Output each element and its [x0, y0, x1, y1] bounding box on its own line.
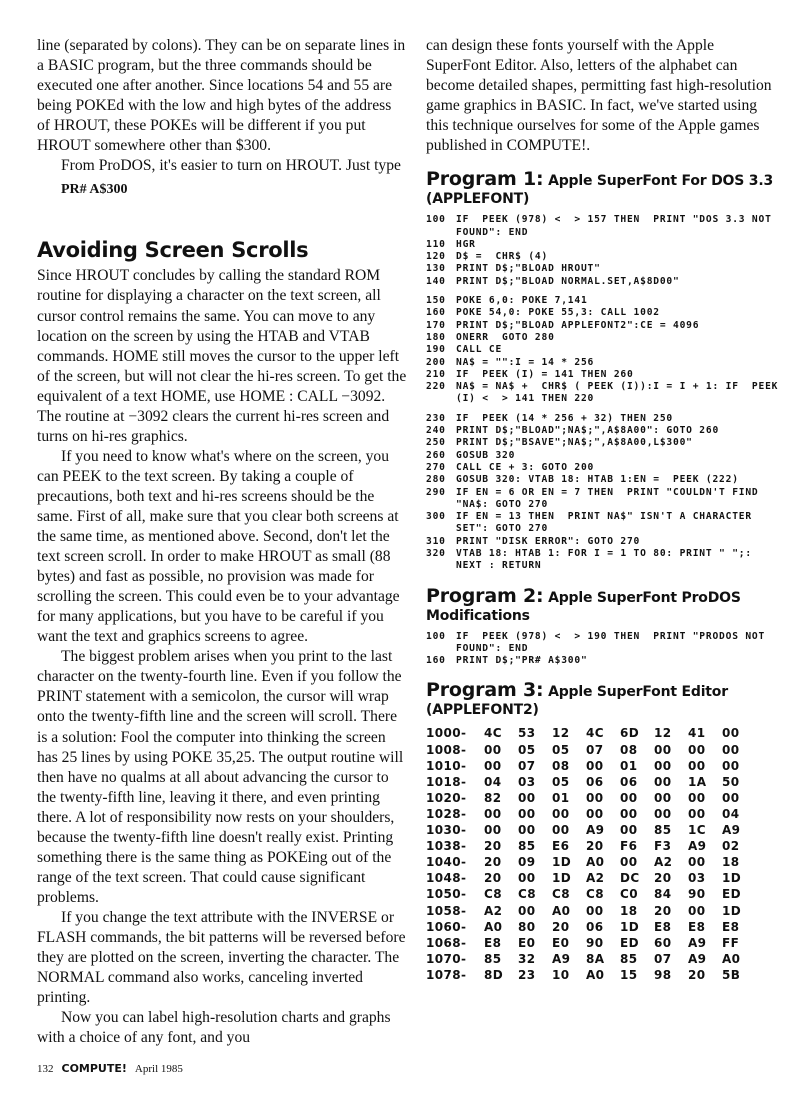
hex-byte: A0 — [552, 903, 571, 918]
paragraph: If you need to know what's where on the screen, you can PEEK to the text screen. By taking a couple of precautions, both text and hi-res screens should be the same. First of all, make sure that you clear both screens at the same time, as mentioned above. Second, don't let the text screen scroll. In order to make HROUT as small (88 bytes) and fast as possible, no provision was made for scrolling the screen. This could even be to your advantage for many applications, but you have to be careful if you want the text and graphics screens to agree. — [37, 447, 400, 646]
program-2-heading — [426, 584, 782, 625]
hex-byte: 20 — [586, 839, 604, 854]
hex-address: 1050- — [426, 887, 467, 902]
hex-byte: 00 — [654, 790, 672, 805]
code-line — [426, 437, 782, 449]
hex-byte: A9 — [722, 823, 741, 838]
program-2-listing — [426, 631, 782, 668]
hex-row — [426, 854, 782, 870]
hex-row — [426, 774, 782, 790]
hex-byte: 85 — [518, 839, 536, 854]
line-number: 170 — [426, 319, 446, 331]
hex-byte: 15 — [620, 967, 638, 982]
hex-byte: 00 — [654, 742, 672, 757]
hex-byte: 00 — [688, 903, 706, 918]
hex-byte: 1C — [688, 823, 706, 838]
hex-byte: 8A — [586, 951, 605, 966]
code-line — [426, 307, 782, 319]
line-number: 150 — [426, 295, 446, 307]
hex-byte: 00 — [620, 855, 638, 870]
code-line — [426, 295, 782, 307]
hex-address: 1068- — [426, 935, 467, 950]
hex-address: 1060- — [426, 919, 467, 934]
code-text: PRINT D$;"BSAVE";NA$;",A$8A00,L$300" — [456, 437, 693, 449]
hex-byte: A0 — [722, 951, 741, 966]
hex-byte: 90 — [688, 887, 706, 902]
hex-byte: 00 — [722, 758, 740, 773]
line-number: 100 — [426, 630, 446, 642]
line-number: 160 — [426, 307, 446, 319]
line-number: 230 — [426, 412, 446, 424]
hex-byte: 32 — [518, 951, 536, 966]
code-line — [426, 450, 782, 462]
program-number: Program 3: — [426, 679, 544, 702]
hex-byte: 20 — [654, 903, 672, 918]
line-number: 290 — [426, 486, 446, 498]
hex-byte: A9 — [688, 935, 707, 950]
program-title: Apple SuperFont Editor (APPLEFONT2) — [426, 684, 728, 719]
hex-byte: E8 — [688, 919, 706, 934]
code-text: ONERR GOTO 280 — [456, 331, 555, 343]
hex-row — [426, 725, 782, 741]
hex-byte: A2 — [586, 871, 605, 886]
left-column — [37, 36, 407, 1048]
code-text: PRINT D$;"PR# A$300" — [456, 655, 588, 667]
code-line — [426, 214, 782, 239]
hex-byte: 04 — [484, 774, 502, 789]
hex-row — [426, 758, 782, 774]
hex-byte: 05 — [552, 742, 570, 757]
hex-address: 1008- — [426, 742, 467, 757]
hex-byte: 00 — [518, 790, 536, 805]
hex-byte: 98 — [654, 967, 672, 982]
hex-byte: ED — [620, 935, 639, 950]
hex-row — [426, 790, 782, 806]
code-line — [426, 357, 782, 369]
hex-byte: 04 — [722, 806, 740, 821]
program-3-hex-dump — [426, 725, 782, 983]
hex-address: 1000- — [426, 726, 467, 741]
line-number: 160 — [426, 655, 446, 667]
code-text: IF PEEK (978) < > 190 THEN PRINT "PRODOS NOT FOUND": END — [456, 630, 772, 654]
hex-byte: 00 — [688, 758, 706, 773]
code-line — [426, 320, 782, 332]
paragraph: Since HROUT concludes by calling the standard ROM routine for displaying a character on the text screen, all cursor control remains the same. You can move to any location on the screen by using the HTAB and VTAB commands. HOME still moves the cursor to the upper left of the screen, but will not clear the hi-res screen. To get the equivalent of a text HOME, use HOME : CALL −3092. The routine at −3092 clears the current hi-res screen and turns on hi-res graphics. — [37, 267, 407, 445]
hex-address: 1030- — [426, 823, 467, 838]
hex-address: 1038- — [426, 839, 467, 854]
hex-byte: 90 — [586, 935, 604, 950]
hex-byte: 05 — [518, 742, 536, 757]
hex-byte: A9 — [688, 951, 707, 966]
program-title: Apple SuperFont For DOS 3.3 (APPLEFONT) — [426, 173, 773, 208]
hex-byte: C0 — [620, 887, 638, 902]
hex-byte: 00 — [484, 806, 502, 821]
hex-byte: 00 — [518, 823, 536, 838]
hex-byte: 85 — [654, 823, 672, 838]
line-number: 200 — [426, 356, 446, 368]
hex-byte: 00 — [518, 903, 536, 918]
code-line — [426, 276, 782, 288]
code-line — [426, 511, 782, 536]
page-number: 132 — [37, 1063, 54, 1075]
line-number: 190 — [426, 344, 446, 356]
hex-byte: 09 — [518, 855, 536, 870]
hex-byte: 00 — [552, 823, 570, 838]
code-text: VTAB 18: HTAB 1: FOR I = 1 TO 80: PRINT " ";: NEXT : RETURN — [456, 548, 759, 572]
hex-byte: 01 — [552, 790, 570, 805]
code-line — [426, 344, 782, 356]
hex-row — [426, 886, 782, 902]
hex-byte: 1D — [552, 871, 572, 886]
hex-byte: 85 — [620, 951, 638, 966]
hex-byte: F6 — [620, 839, 638, 854]
hex-byte: 4C — [586, 726, 604, 741]
right-column — [426, 36, 785, 983]
hex-byte: 00 — [688, 806, 706, 821]
hex-byte: 00 — [620, 790, 638, 805]
hex-byte: 1D — [722, 903, 742, 918]
hex-row — [426, 806, 782, 822]
hex-byte: 00 — [722, 742, 740, 757]
hex-byte: 00 — [654, 774, 672, 789]
intro-block — [37, 36, 407, 176]
code-text: PRINT D$;"BLOAD NORMAL.SET,A$8D00" — [456, 275, 680, 287]
line-number: 130 — [426, 263, 446, 275]
hex-byte: A2 — [654, 855, 673, 870]
hex-byte: C8 — [586, 887, 604, 902]
hex-byte: 20 — [654, 871, 672, 886]
hex-byte: E8 — [654, 919, 672, 934]
code-line — [426, 332, 782, 344]
code-line — [426, 548, 782, 573]
hex-byte: 12 — [552, 726, 570, 741]
hex-byte: 1A — [688, 774, 707, 789]
hex-byte: E8 — [722, 919, 740, 934]
hex-byte: E8 — [484, 935, 502, 950]
hex-byte: 03 — [688, 871, 706, 886]
hex-byte: 20 — [552, 919, 570, 934]
hex-byte: 06 — [586, 774, 604, 789]
program-number: Program 1: — [426, 168, 544, 191]
hex-address: 1078- — [426, 967, 467, 982]
paragraph: The biggest problem arises when you print to the last character on the twenty-fourth line. Even if you follow the PRINT statement with a semicolon, the cursor will wrap onto the twenty-fifth line and the screen will scroll. There is a solution: Fool the computer into thinking the screen has 25 lines by using POKE 35,25. The output routine will then have no qualms at all about advancing the cursor to the twenty-fifth line, leaving it there, and even printing there. A lot of responsibility now rests on your shoulders, because the twenty-fifth line doesn't really exist. Printing something there is the same thing as POKEing out of the range of the text screen. That could cause significant problems. — [37, 648, 404, 906]
hex-byte: 00 — [484, 758, 502, 773]
code-text: POKE 54,0: POKE 55,3: CALL 1002 — [456, 307, 660, 319]
hex-address: 1018- — [426, 774, 467, 789]
code-text: IF PEEK (14 * 256 + 32) THEN 250 — [456, 412, 674, 424]
hex-byte: ED — [722, 887, 741, 902]
hex-byte: 00 — [688, 855, 706, 870]
hex-byte: 07 — [518, 758, 536, 773]
code-text: GOSUB 320: VTAB 18: HTAB 1:EN = PEEK (222) — [456, 474, 739, 486]
hex-byte: F3 — [654, 839, 672, 854]
hex-byte: 20 — [484, 839, 502, 854]
hex-byte: 07 — [654, 951, 672, 966]
code-text: IF PEEK (978) < > 157 THEN PRINT "DOS 3.3 NOT FOUND": END — [456, 214, 779, 238]
hex-byte: 00 — [586, 790, 604, 805]
hex-byte: 00 — [722, 790, 740, 805]
hex-byte: 00 — [722, 726, 740, 741]
section-body — [37, 266, 407, 1048]
program-1-heading — [426, 170, 782, 208]
hex-byte: A0 — [586, 967, 605, 982]
hex-byte: 02 — [722, 839, 740, 854]
hex-byte: E6 — [552, 839, 570, 854]
hex-byte: 23 — [518, 967, 536, 982]
code-line — [426, 631, 782, 656]
hex-byte: A0 — [484, 919, 503, 934]
hex-byte: 05 — [552, 774, 570, 789]
magazine-name: COMPUTE! — [61, 1062, 127, 1075]
command-example: PR# A$300 — [61, 182, 128, 198]
code-text: HGR — [456, 238, 476, 250]
hex-byte: 1D — [620, 919, 640, 934]
hex-byte: 06 — [586, 919, 604, 934]
paragraph: If you change the text attribute with the INVERSE or FLASH commands, the bit patterns will be reversed before they are plotted on the screen, inverting the character. The NORMAL command also works, canceling inverted printing. — [37, 908, 406, 1007]
code-text: PRINT D$;"BLOAD HROUT" — [456, 263, 601, 275]
hex-row — [426, 919, 782, 935]
hex-byte: 08 — [620, 742, 638, 757]
hex-byte: 41 — [688, 726, 706, 741]
hex-address: 1028- — [426, 806, 467, 821]
hex-byte: 20 — [484, 871, 502, 886]
hex-row — [426, 742, 782, 758]
hex-byte: 20 — [484, 855, 502, 870]
line-number: 260 — [426, 449, 446, 461]
line-number: 180 — [426, 331, 446, 343]
hex-byte: 53 — [518, 726, 536, 741]
code-line — [426, 381, 785, 406]
hex-byte: 00 — [586, 903, 604, 918]
hex-byte: A2 — [484, 903, 503, 918]
hex-byte: DC — [620, 871, 640, 886]
code-line — [426, 474, 782, 486]
hex-byte: 4C — [484, 726, 502, 741]
hex-byte: 85 — [484, 951, 502, 966]
line-number: 320 — [426, 548, 446, 559]
code-line — [426, 251, 782, 263]
hex-byte: 00 — [586, 806, 604, 821]
hex-byte: 06 — [620, 774, 638, 789]
hex-byte: 10 — [552, 967, 570, 982]
code-text: POKE 6,0: POKE 7,141 — [456, 295, 588, 307]
hex-byte: 00 — [484, 742, 502, 757]
code-text: IF EN = 13 THEN PRINT NA$" ISN'T A CHARACTER SET": GOTO 270 — [456, 511, 759, 535]
code-text: PRINT D$;"BLOAD";NA$;",A$8A00": GOTO 260 — [456, 425, 720, 437]
hex-row — [426, 822, 782, 838]
code-text: PRINT D$;"BLOAD APPLEFONT2":CE = 4096 — [456, 319, 700, 331]
hex-byte: 00 — [518, 806, 536, 821]
hex-byte: 6D — [620, 726, 640, 741]
hex-byte: 18 — [620, 903, 638, 918]
hex-byte: 01 — [620, 758, 638, 773]
program-3-heading — [426, 681, 782, 719]
code-line — [426, 239, 782, 251]
hex-row — [426, 935, 782, 951]
hex-byte: 00 — [586, 758, 604, 773]
hex-byte: C8 — [484, 887, 502, 902]
code-line — [426, 462, 782, 474]
hex-byte: 60 — [654, 935, 672, 950]
hex-byte: 20 — [688, 967, 706, 982]
hex-byte: 00 — [620, 823, 638, 838]
line-number: 300 — [426, 511, 446, 523]
program-number: Program 2: — [426, 584, 544, 607]
code-text: D$ = CHR$ (4) — [456, 251, 549, 263]
hex-byte: E0 — [552, 935, 570, 950]
code-line — [426, 425, 782, 437]
hex-byte: 1D — [722, 871, 742, 886]
hex-byte: 03 — [518, 774, 536, 789]
line-number: 280 — [426, 474, 446, 486]
code-text: CALL CE + 3: GOTO 200 — [456, 461, 595, 473]
hex-row — [426, 967, 782, 983]
line-number: 100 — [426, 214, 446, 226]
page-footer — [37, 1062, 183, 1075]
code-line — [426, 413, 782, 425]
code-line — [426, 655, 782, 667]
paragraph: Now you can label high-resolution charts and graphs with a choice of any font, and you — [37, 1009, 391, 1047]
hex-byte: 07 — [586, 742, 604, 757]
hex-row — [426, 870, 782, 886]
line-number: 120 — [426, 251, 446, 263]
hex-byte: A9 — [586, 823, 605, 838]
line-number: 220 — [426, 381, 446, 393]
hex-byte: A9 — [688, 839, 707, 854]
hex-row — [426, 951, 782, 967]
hex-byte: E0 — [518, 935, 536, 950]
hex-byte: 08 — [552, 758, 570, 773]
program-title: Apple SuperFont ProDOS Modifications — [426, 589, 741, 624]
line-number: 240 — [426, 425, 446, 437]
code-text: IF EN = 6 OR EN = 7 THEN PRINT "COULDN'T FIND "NA$: GOTO 270 — [456, 486, 766, 510]
paragraph: From ProDOS, it's easier to turn on HROUT. Just type — [61, 157, 401, 175]
line-number: 210 — [426, 368, 446, 380]
code-text: NA$ = "":I = 14 * 256 — [456, 356, 595, 368]
hex-byte: FF — [722, 935, 740, 950]
hex-byte: 00 — [654, 806, 672, 821]
hex-address: 1058- — [426, 903, 467, 918]
hex-byte: 00 — [688, 742, 706, 757]
hex-byte: 80 — [518, 919, 536, 934]
hex-byte: 84 — [654, 887, 672, 902]
code-line — [426, 263, 782, 275]
hex-address: 1048- — [426, 871, 467, 886]
hex-byte: A0 — [586, 855, 605, 870]
code-text: CALL CE — [456, 344, 503, 356]
hex-byte: 82 — [484, 790, 502, 805]
line-number: 110 — [426, 238, 446, 250]
line-number: 310 — [426, 535, 446, 547]
hex-address: 1020- — [426, 790, 467, 805]
code-text: GOSUB 320 — [456, 449, 516, 461]
hex-byte: C8 — [518, 887, 536, 902]
program-1-listing — [426, 214, 785, 572]
hex-row — [426, 838, 782, 854]
hex-byte: 12 — [654, 726, 672, 741]
hex-byte: 00 — [620, 806, 638, 821]
code-line — [426, 487, 782, 512]
code-text: IF PEEK (I) = 141 THEN 260 — [456, 368, 634, 380]
code-line — [426, 536, 782, 548]
hex-byte: 5B — [722, 967, 741, 982]
hex-byte: 00 — [518, 871, 536, 886]
hex-byte: 00 — [552, 806, 570, 821]
hex-address: 1070- — [426, 951, 467, 966]
hex-byte: 18 — [722, 855, 740, 870]
paragraph: can design these fonts yourself with the Apple SuperFont Editor. Also, letters of the alphabet can become detailed shapes, permitting fast high-resolution game graphics in BASIC. In fact, we've started using this technique ourselves for some of the Apple games published in COMPUTE!. — [426, 37, 772, 155]
code-text: PRINT "DISK ERROR": GOTO 270 — [456, 535, 641, 547]
line-number: 270 — [426, 461, 446, 473]
hex-byte: 00 — [688, 790, 706, 805]
paragraph: line (separated by colons). They can be on separate lines in a BASIC program, but the three commands should be executed one after another. Since locations 54 and 55 are being POKEd with the low and high bytes of the address of HROUT, these POKEs will be different if you put HROUT somewhere other than $300. — [37, 37, 406, 155]
hex-byte: C8 — [552, 887, 570, 902]
hex-byte: 1D — [552, 855, 572, 870]
hex-byte: A9 — [552, 951, 571, 966]
hex-byte: 00 — [484, 823, 502, 838]
hex-address: 1040- — [426, 855, 467, 870]
line-number: 140 — [426, 275, 446, 287]
line-number: 250 — [426, 437, 446, 449]
section-heading: Avoiding Screen Scrolls — [37, 238, 309, 263]
code-line — [426, 369, 782, 381]
hex-byte: 8D — [484, 967, 504, 982]
hex-byte: 00 — [654, 758, 672, 773]
hex-byte: 50 — [722, 774, 740, 789]
code-text: NA$ = NA$ + CHR$ ( PEEK (I)):I = I + 1: IF PEEK (I) < > 141 THEN 220 — [456, 381, 785, 405]
hex-row — [426, 903, 782, 919]
hex-address: 1010- — [426, 758, 467, 773]
issue-date: April 1985 — [134, 1063, 183, 1075]
